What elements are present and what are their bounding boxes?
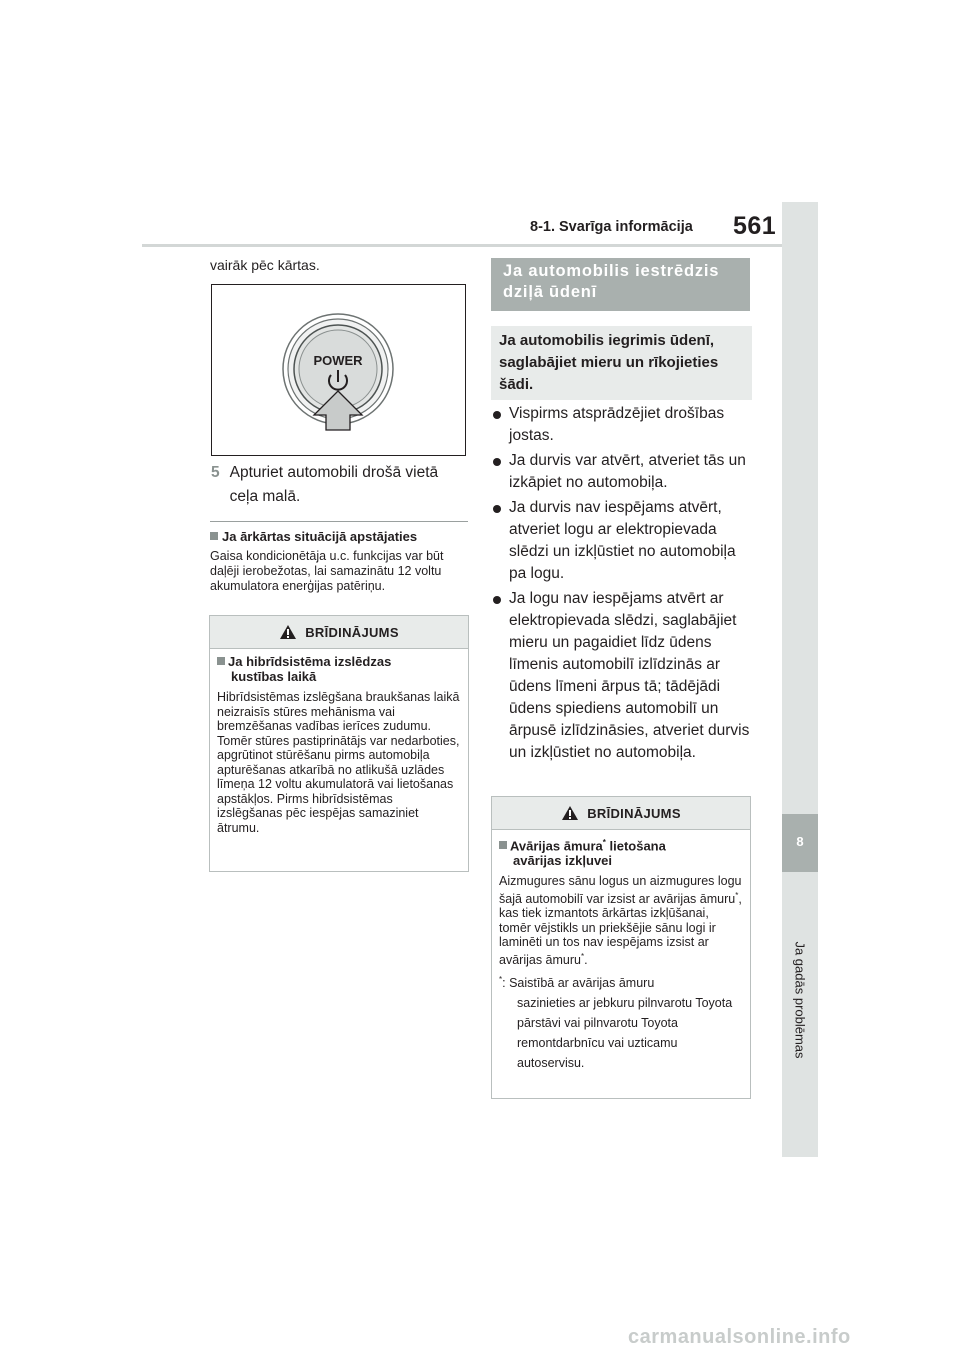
list-item: Vispirms atsprādzējiet drošības jostas.	[491, 403, 751, 447]
list-item: Ja logu nav iespējams atvērt ar elektropievada slēdzi, saglabājiet mieru un pagaidiet līdz ūdens līmenis automobilī izlīdzinās ar ūdens līmeni ārpus tā; tādējādi ūdens spiediens automobilī un ārpusē izlīdzināsies, atveriet durvis un izkļūstiet no automobiļa.	[491, 588, 751, 764]
warning-title: BRĪDINĀJUMS	[587, 805, 681, 821]
sub-section-rule	[210, 521, 468, 522]
power-button-figure	[211, 284, 466, 456]
warning-triangle-icon	[279, 624, 297, 640]
warning-heading: Ja hibrīdsistēma izslēdzas kustības laikā	[217, 654, 461, 684]
power-button-label: POWER	[313, 353, 363, 368]
header-rule	[142, 244, 782, 247]
step-text: Apturiet automobili drošā vietā ceļa malā.	[229, 464, 439, 505]
warning-header	[210, 616, 468, 649]
list-item: Ja durvis var atvērt, atveriet tās un izkāpiet no automobiļa.	[491, 450, 751, 494]
page-number: 561	[733, 212, 777, 240]
watermark: carmanualsonline.info	[628, 1326, 851, 1348]
intro-box: Ja automobilis iegrimis ūdenī, saglabājiet mieru un rīkojieties šādi.	[491, 326, 752, 400]
sub-section-body: Gaisa kondicionētāja u.c. funkcijas var būt daļēji ierobežotas, lai samazinātu 12 voltu akumulatora enerģijas patēriņu.	[210, 549, 444, 593]
warning-triangle-icon	[561, 805, 579, 821]
warning-box-hybrid	[209, 615, 469, 872]
section-title: 8-1. Svarīga informācija	[530, 219, 693, 235]
lead-text: vairāk pēc kārtas.	[210, 257, 320, 273]
footnote: *: Saistībā ar avārijas āmuru sazinieties ar jebkuru pilnvarotu Toyota pārstāvi vai pilnvarotu Toyota remontdarbnīcu vai uzticamu autoservisu.	[499, 974, 733, 1070]
square-bullet-icon	[210, 532, 218, 540]
warning-header	[492, 797, 750, 830]
power-button-illustration	[212, 285, 465, 455]
square-bullet-icon	[499, 841, 507, 849]
warning-box-hammer	[491, 796, 751, 1099]
list-item: Ja durvis nav iespējams atvērt, atveriet logu ar elektropievada slēdzi un izkļūstiet no automobiļa pa logu.	[491, 497, 751, 585]
square-bullet-icon	[217, 657, 225, 665]
warning-title: BRĪDINĀJUMS	[305, 624, 399, 640]
chapter-number: 8	[796, 834, 804, 849]
warning-body: Hibrīdsistēmas izslēgšana braukšanas laikā neizraisīs stūres mehānisma vai bremzēšanas vadības ierīces zudumu. Tomēr stūres pastiprinātājs var nedarboties, apgrūtinot stūrēšanu pirms automobiļa apturēšanas atkarībā no atlikušā uzlādes līmeņa 12 voltu akumulatorā vai lietošanas apstākļos. Pirms hibrīdsistēmas izslēgšanas pēc iespējas samaziniet ātrumu.	[217, 690, 460, 835]
chapter-title: Ja gadās problēmas	[792, 941, 808, 1059]
instruction-list	[491, 400, 751, 764]
section-banner: Ja automobilis iestrēdzis dziļā ūdenī	[491, 258, 750, 311]
step-5	[211, 461, 461, 509]
step-number: 5	[211, 464, 220, 481]
sub-section-heading: Ja ārkārtas situācijā apstājaties	[210, 529, 417, 544]
warning-heading: Avārijas āmura* lietošana avārijas izkļuvei	[499, 835, 743, 868]
warning-body: Aizmugures sānu logus un aizmugures logu šajā automobilī var izsist ar avārijas āmuru*, kas tiek izmantots ārkārtas izkļūšanai, tomēr vējstikls un priekšējie sānu logi ir laminēti un tos nav iespējams izsist ar avārijas āmuru*.	[499, 874, 742, 968]
